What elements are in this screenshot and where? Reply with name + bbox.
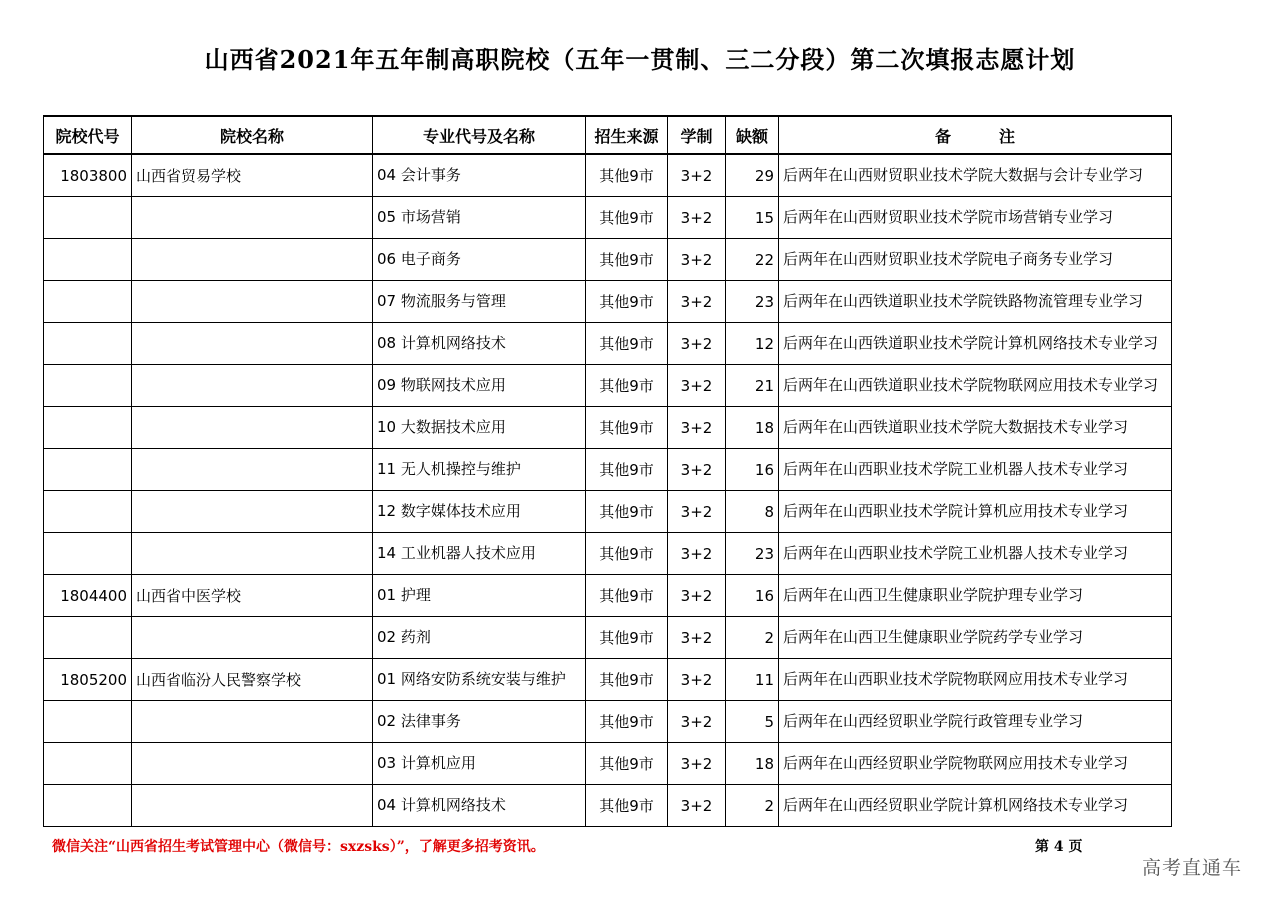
cell-duration: 3+2: [668, 785, 726, 827]
cell-school-code: [44, 365, 132, 407]
cell-quota: 23: [726, 281, 779, 323]
cell-quota: 15: [726, 197, 779, 239]
cell-quota: 29: [726, 154, 779, 197]
cell-source: 其他9市: [586, 659, 668, 701]
cell-duration: 3+2: [668, 407, 726, 449]
cell-major: 02 药剂: [373, 617, 586, 659]
cell-quota: 2: [726, 785, 779, 827]
cell-school-code: [44, 701, 132, 743]
cell-school-name: [132, 491, 373, 533]
table-row: [44, 617, 1172, 659]
header-duration: 学制: [668, 116, 726, 154]
cell-source: 其他9市: [586, 197, 668, 239]
cell-school-code: [44, 197, 132, 239]
cell-school-name: 山西省中医学校: [132, 575, 373, 617]
cell-source: 其他9市: [586, 323, 668, 365]
plan-table: [43, 115, 1172, 827]
header-note: 备 注: [779, 116, 1172, 154]
table-row: [44, 491, 1172, 533]
cell-note: 后两年在山西铁道职业技术学院物联网应用技术专业学习: [779, 365, 1172, 407]
cell-school-code: [44, 407, 132, 449]
cell-quota: 21: [726, 365, 779, 407]
cell-quota: 18: [726, 743, 779, 785]
header-source: 招生来源: [586, 116, 668, 154]
page-number: 第 4 页: [1035, 839, 1083, 855]
cell-source: 其他9市: [586, 239, 668, 281]
cell-school-name: [132, 239, 373, 281]
cell-school-code: [44, 449, 132, 491]
cell-major: 03 计算机应用: [373, 743, 586, 785]
cell-note: 后两年在山西职业技术学院计算机应用技术专业学习: [779, 491, 1172, 533]
table-row: [44, 323, 1172, 365]
cell-note: 后两年在山西铁道职业技术学院计算机网络技术专业学习: [779, 323, 1172, 365]
cell-school-code: [44, 323, 132, 365]
cell-quota: 5: [726, 701, 779, 743]
table-row: [44, 575, 1172, 617]
cell-school-name: [132, 365, 373, 407]
cell-school-name: [132, 407, 373, 449]
cell-school-code: [44, 785, 132, 827]
cell-school-name: [132, 197, 373, 239]
table-row: [44, 239, 1172, 281]
cell-note: 后两年在山西铁道职业技术学院大数据技术专业学习: [779, 407, 1172, 449]
cell-major: 12 数字媒体技术应用: [373, 491, 586, 533]
cell-major: 10 大数据技术应用: [373, 407, 586, 449]
cell-note: 后两年在山西职业技术学院物联网应用技术专业学习: [779, 659, 1172, 701]
cell-school-code: 1804400: [44, 575, 132, 617]
cell-school-code: [44, 617, 132, 659]
cell-school-name: 山西省贸易学校: [132, 154, 373, 197]
cell-major: 01 网络安防系统安装与维护: [373, 659, 586, 701]
cell-major: 04 会计事务: [373, 154, 586, 197]
cell-source: 其他9市: [586, 743, 668, 785]
cell-school-code: [44, 281, 132, 323]
cell-duration: 3+2: [668, 701, 726, 743]
cell-note: 后两年在山西经贸职业学院行政管理专业学习: [779, 701, 1172, 743]
cell-school-code: 1805200: [44, 659, 132, 701]
cell-duration: 3+2: [668, 197, 726, 239]
cell-duration: 3+2: [668, 533, 726, 575]
cell-note: 后两年在山西经贸职业学院物联网应用技术专业学习: [779, 743, 1172, 785]
cell-school-name: [132, 323, 373, 365]
cell-source: 其他9市: [586, 281, 668, 323]
table-row: [44, 197, 1172, 239]
cell-note: 后两年在山西财贸职业技术学院电子商务专业学习: [779, 239, 1172, 281]
cell-note: 后两年在山西铁道职业技术学院铁路物流管理专业学习: [779, 281, 1172, 323]
table-row: [44, 701, 1172, 743]
cell-source: 其他9市: [586, 154, 668, 197]
cell-duration: 3+2: [668, 617, 726, 659]
cell-duration: 3+2: [668, 281, 726, 323]
header-school-name: 院校名称: [132, 116, 373, 154]
cell-quota: 8: [726, 491, 779, 533]
cell-source: 其他9市: [586, 701, 668, 743]
cell-duration: 3+2: [668, 365, 726, 407]
cell-duration: 3+2: [668, 491, 726, 533]
cell-duration: 3+2: [668, 575, 726, 617]
cell-major: 01 护理: [373, 575, 586, 617]
header-school-code: 院校代号: [44, 116, 132, 154]
cell-source: 其他9市: [586, 449, 668, 491]
cell-major: 04 计算机网络技术: [373, 785, 586, 827]
document-title: 山西省2021年五年制高职院校（五年一贯制、三二分段）第二次填报志愿计划: [204, 45, 1076, 74]
cell-note: 后两年在山西卫生健康职业学院药学专业学习: [779, 617, 1172, 659]
header-major: 专业代号及名称: [373, 116, 586, 154]
cell-quota: 2: [726, 617, 779, 659]
cell-duration: 3+2: [668, 659, 726, 701]
cell-quota: 11: [726, 659, 779, 701]
table-header-row: [44, 116, 1172, 154]
cell-school-name: [132, 617, 373, 659]
table-row: [44, 365, 1172, 407]
table-row: [44, 281, 1172, 323]
cell-note: 后两年在山西职业技术学院工业机器人技术专业学习: [779, 449, 1172, 491]
cell-quota: 18: [726, 407, 779, 449]
cell-source: 其他9市: [586, 617, 668, 659]
cell-major: 11 无人机操控与维护: [373, 449, 586, 491]
cell-source: 其他9市: [586, 575, 668, 617]
table-row: [44, 154, 1172, 197]
cell-duration: 3+2: [668, 154, 726, 197]
cell-major: 14 工业机器人技术应用: [373, 533, 586, 575]
cell-major: 07 物流服务与管理: [373, 281, 586, 323]
cell-duration: 3+2: [668, 449, 726, 491]
cell-school-name: [132, 701, 373, 743]
cell-school-name: [132, 281, 373, 323]
cell-note: 后两年在山西卫生健康职业学院护理专业学习: [779, 575, 1172, 617]
cell-school-name: [132, 449, 373, 491]
cell-source: 其他9市: [586, 491, 668, 533]
cell-duration: 3+2: [668, 323, 726, 365]
cell-school-name: [132, 533, 373, 575]
cell-duration: 3+2: [668, 239, 726, 281]
cell-quota: 16: [726, 575, 779, 617]
cell-quota: 16: [726, 449, 779, 491]
cell-major: 08 计算机网络技术: [373, 323, 586, 365]
cell-source: 其他9市: [586, 533, 668, 575]
cell-note: 后两年在山西财贸职业技术学院市场营销专业学习: [779, 197, 1172, 239]
cell-school-code: [44, 533, 132, 575]
table-row: [44, 449, 1172, 491]
cell-major: 09 物联网技术应用: [373, 365, 586, 407]
cell-duration: 3+2: [668, 743, 726, 785]
cell-source: 其他9市: [586, 407, 668, 449]
cell-school-code: [44, 239, 132, 281]
table-row: [44, 743, 1172, 785]
table-row: [44, 533, 1172, 575]
cell-note: 后两年在山西财贸职业技术学院大数据与会计专业学习: [779, 154, 1172, 197]
cell-quota: 23: [726, 533, 779, 575]
cell-school-name: [132, 743, 373, 785]
cell-note: 后两年在山西经贸职业学院计算机网络技术专业学习: [779, 785, 1172, 827]
cell-major: 02 法律事务: [373, 701, 586, 743]
cell-quota: 12: [726, 323, 779, 365]
table-row: [44, 407, 1172, 449]
cell-school-code: [44, 491, 132, 533]
cell-school-name: [132, 785, 373, 827]
cell-source: 其他9市: [586, 785, 668, 827]
watermark: 高考直通车: [1142, 857, 1243, 879]
cell-quota: 22: [726, 239, 779, 281]
table-row: [44, 785, 1172, 827]
cell-source: 其他9市: [586, 365, 668, 407]
cell-note: 后两年在山西职业技术学院工业机器人技术专业学习: [779, 533, 1172, 575]
header-quota: 缺额: [726, 116, 779, 154]
cell-major: 05 市场营销: [373, 197, 586, 239]
table-row: [44, 659, 1172, 701]
cell-school-code: [44, 743, 132, 785]
cell-major: 06 电子商务: [373, 239, 586, 281]
cell-school-name: 山西省临汾人民警察学校: [132, 659, 373, 701]
cell-school-code: 1803800: [44, 154, 132, 197]
wechat-notice: 微信关注“山西省招生考试管理中心（微信号：sxzsks）”，了解更多招考资讯。: [52, 839, 545, 855]
